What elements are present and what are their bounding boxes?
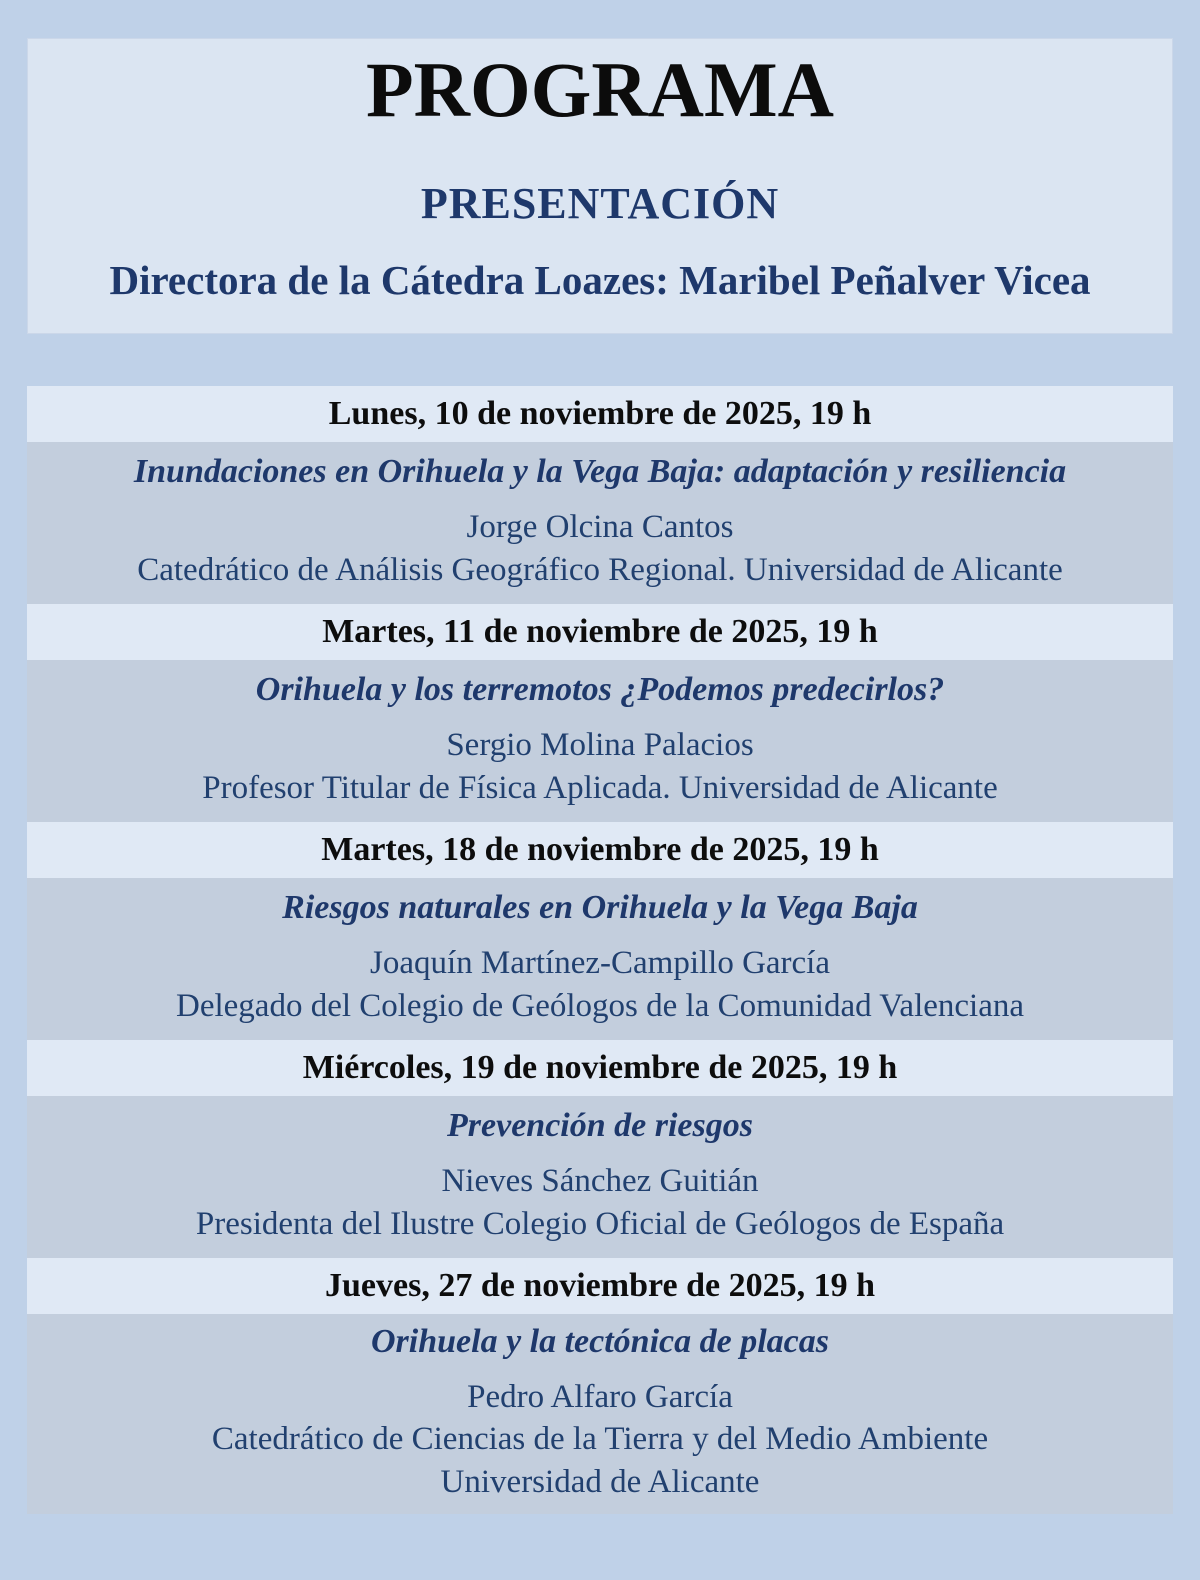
director-line: Directora de la Cátedra Loazes: Maribel Peñalver Vicea	[109, 257, 1091, 303]
session-affiliation: Delegado del Colegio de Geólogos de la Comunidad Valenciana	[176, 987, 1024, 1024]
session-5-details	[27, 1314, 1173, 1514]
session-date: Martes, 11 de noviembre de 2025, 19 h	[322, 613, 878, 650]
session-title: Inundaciones en Orihuela y la Vega Baja: adaptación y resiliencia	[133, 453, 1067, 491]
session-4-date-header	[27, 1040, 1173, 1096]
session-2-details	[27, 660, 1173, 822]
session-1-date-header	[27, 386, 1173, 442]
session-speaker: Jorge Olcina Cantos	[466, 509, 734, 546]
session-speaker: Sergio Molina Palacios	[446, 727, 754, 764]
session-title: Orihuela y los terremotos ¿Podemos predecirlos?	[255, 671, 945, 709]
session-3-details	[27, 878, 1173, 1040]
session-affiliation: Profesor Titular de Física Aplicada. Universidad de Alicante	[202, 769, 998, 806]
header-panel	[27, 38, 1173, 334]
presentation-heading: PRESENTACIÓN	[420, 179, 780, 228]
schedule	[27, 386, 1173, 1514]
session-3-date-header	[27, 822, 1173, 878]
session-5-date-header	[27, 1258, 1173, 1314]
session-speaker: Joaquín Martínez-Campillo García	[369, 945, 831, 982]
session-title: Riesgos naturales en Orihuela y la Vega Baja	[282, 889, 918, 927]
session-speaker: Nieves Sánchez Guitián	[441, 1163, 759, 1200]
session-1-details	[27, 442, 1173, 604]
session-affiliation: Catedrático de Análisis Geográfico Regional. Universidad de Alicante	[137, 551, 1063, 588]
session-date: Lunes, 10 de noviembre de 2025, 19 h	[328, 395, 872, 432]
session-affiliation: Presidenta del Ilustre Colegio Oficial de Geólogos de España	[195, 1205, 1005, 1242]
session-date: Jueves, 27 de noviembre de 2025, 19 h	[325, 1267, 875, 1304]
session-affiliation-line-2: Universidad de Alicante	[440, 1463, 760, 1500]
session-affiliation: Catedrático de Ciencias de la Tierra y del Medio Ambiente	[211, 1421, 989, 1458]
session-2-date-header	[27, 604, 1173, 660]
session-4-details	[27, 1096, 1173, 1258]
session-title: Orihuela y la tectónica de placas	[370, 1323, 829, 1361]
session-date: Miércoles, 19 de noviembre de 2025, 19 h	[302, 1049, 898, 1086]
session-speaker: Pedro Alfaro García	[467, 1379, 733, 1416]
session-date: Martes, 18 de noviembre de 2025, 19 h	[321, 831, 879, 868]
page-title: PROGRAMA	[366, 46, 834, 133]
session-title: Prevención de riesgos	[447, 1107, 753, 1145]
